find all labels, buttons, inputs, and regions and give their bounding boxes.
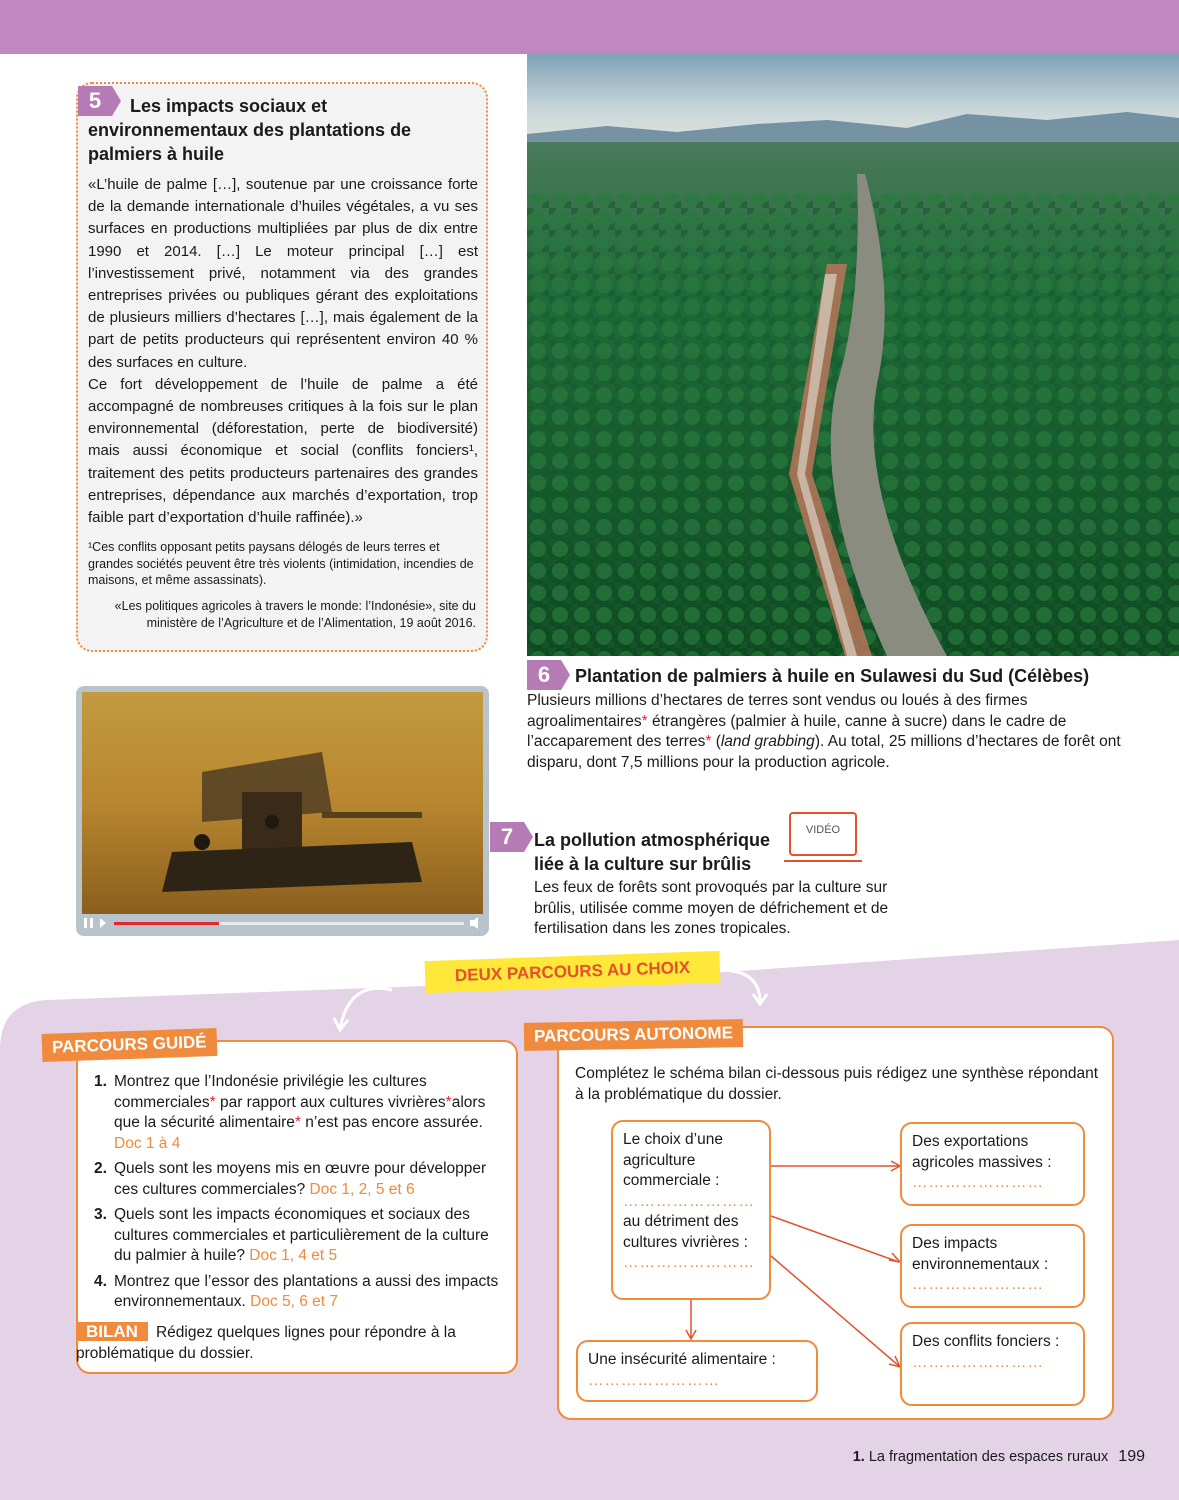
doc5-title: Les impacts sociaux et environnementaux des plantations de palmiers à huile xyxy=(88,96,412,164)
doc6-number: 6 xyxy=(527,660,561,690)
exports-box[interactable]: Des exportations agricoles massives : …………………… xyxy=(900,1122,1085,1206)
question-2: 2. Quels sont les moyens mis en œuvre pour développer ces cultures commerciales? Doc 1, 2, 5 et 6 xyxy=(94,1160,487,1198)
bilan-label: BILAN xyxy=(76,1322,148,1341)
bilan xyxy=(76,1322,496,1364)
page-number: 199 xyxy=(1118,1448,1145,1465)
doc5-number: 5 xyxy=(78,86,112,116)
question-3: 3. Quels sont les impacts économiques et sociaux des cultures commerciales et particulièrement de la culture du palmier à huile? Doc 1, 4 et 5 xyxy=(94,1206,489,1264)
video-frame[interactable] xyxy=(82,692,483,914)
doc6-text: Plusieurs millions d’hectares de terres sont vendus ou loués à des firmes agroalimentaires* étrangères (palmier à huile, canne à sucre) dans le cadre de l’accaparement des terres* (land grabbing). Au total, 25 millions d’hectares de forêt ont disparu, dont 7,5 millions pour la production agricole. xyxy=(527,692,1121,771)
chapter-title: La fragmentation des espaces ruraux xyxy=(868,1449,1109,1465)
question-2-ref[interactable]: Doc 1, 2, 5 et 6 xyxy=(309,1180,415,1198)
video-progress-bar xyxy=(114,922,219,925)
environmental-impacts-box[interactable]: Des impacts environnementaux : …………………… xyxy=(900,1224,1085,1308)
pause-icon xyxy=(84,918,87,928)
doc5-box xyxy=(76,82,488,652)
doc5-paragraph-2: Ce fort développement de l’huile de palme a été accompagné de nombreuses critiques à la fois sur le plan environnemental (déforestation, perte de biodiversité) mais aussi économique et social (conflits fonciers¹, traitement des petits producteurs partenaires des grandes entreprises, dépendance aux marchés d’exportation, trop faible part d’exportation d’huile raffinée).» xyxy=(88,375,478,527)
food-insecurity-box[interactable]: Une insécurité alimentaire : …………………… xyxy=(576,1340,818,1402)
video-button[interactable]: VIDÉO xyxy=(789,812,857,856)
doc7-text: Les feux de forêts sont provoqués par la culture sur brûlis, utilisée comme moyen de défrichement et de fertilisation dans les zones tropicales. xyxy=(534,879,889,937)
question-1-ref[interactable]: Doc 1 à 4 xyxy=(114,1134,181,1152)
question-4: 4. Montrez que l’essor des plantations a aussi des impacts environnementaux. Doc 5, 6 et 7 xyxy=(94,1272,499,1310)
question-4-ref[interactable]: Doc 5, 6 et 7 xyxy=(250,1293,339,1310)
doc5-paragraph-1: «L’huile de palme […], soutenue par une croissance forte de la demande internationale d’huiles végétales, a vu ses surfaces en productions multipliées par plus de dix entre 1990 et 2014. […] Le moteur principal […] est l’investissement privé, notamment via des grandes entreprises privées ou publiques gérant des exploitations de plusieurs milliers d’hectares […], mais également de la part de petits producteurs qui représentent environ 40 % des surfaces en culture. xyxy=(88,176,478,371)
palm-plantation-photo xyxy=(527,54,1179,656)
volume-icon xyxy=(470,917,478,929)
question-3-ref[interactable]: Doc 1, 4 et 5 xyxy=(249,1247,338,1264)
top-color-bar xyxy=(0,0,1179,54)
question-1: 1. Montrez que l’Indonésie privilégie les cultures commerciales* par rapport aux cultures vivrières*alors que la sécurité alimentaire* n’est pas encore assurée. Doc 1 à 4 xyxy=(94,1073,486,1152)
guided-path-panel xyxy=(76,1040,518,1374)
commercial-agriculture-box[interactable]: Le choix d’une agriculture commerciale : …………………… au détriment des cultures vivrières : …………………… xyxy=(611,1120,771,1300)
video-player[interactable] xyxy=(76,686,489,936)
autonomous-intro: Complétez le schéma bilan ci-dessous puis rédigez une synthèse répondant à la problématique du dossier. xyxy=(575,1065,1098,1103)
page-footer xyxy=(853,1448,1145,1466)
video-button-underline xyxy=(784,860,862,862)
autonomous-path-tab: PARCOURS AUTONOME xyxy=(524,1019,743,1051)
choice-banner: DEUX PARCOURS AU CHOIX xyxy=(425,951,721,993)
guided-path-tab: PARCOURS GUIDÉ xyxy=(42,1028,217,1062)
doc5-source: «Les politiques agricoles à travers le monde: l’Indonésie», site du ministère de l’Agriculture et de l’Alimentation, 19 août 2016. xyxy=(114,599,476,630)
video-controls[interactable] xyxy=(82,914,483,932)
doc5-text xyxy=(88,174,478,529)
chapter-number: 1. xyxy=(852,1449,865,1465)
doc7-title: La pollution atmosphérique liée à la culture sur brûlis xyxy=(534,830,771,874)
guided-questions xyxy=(94,1072,504,1318)
doc7-number: 7 xyxy=(490,822,524,852)
autonomous-path-panel xyxy=(557,1026,1114,1420)
bilan-text: Rédigez quelques lignes pour répondre à la problématique du dossier. xyxy=(76,1324,456,1362)
doc6-title: Plantation de palmiers à huile en Sulawesi du Sud (Célèbes) xyxy=(575,666,1090,686)
doc5-footnote: ¹Ces conflits opposant petits paysans délogés de leurs terres et grandes sociétés peuvent être très violents (intimidation, incendies de maisons, et même assassinats). xyxy=(88,540,474,587)
land-conflicts-box[interactable]: Des conflits fonciers : …………………… xyxy=(900,1322,1085,1406)
next-icon xyxy=(100,918,106,928)
